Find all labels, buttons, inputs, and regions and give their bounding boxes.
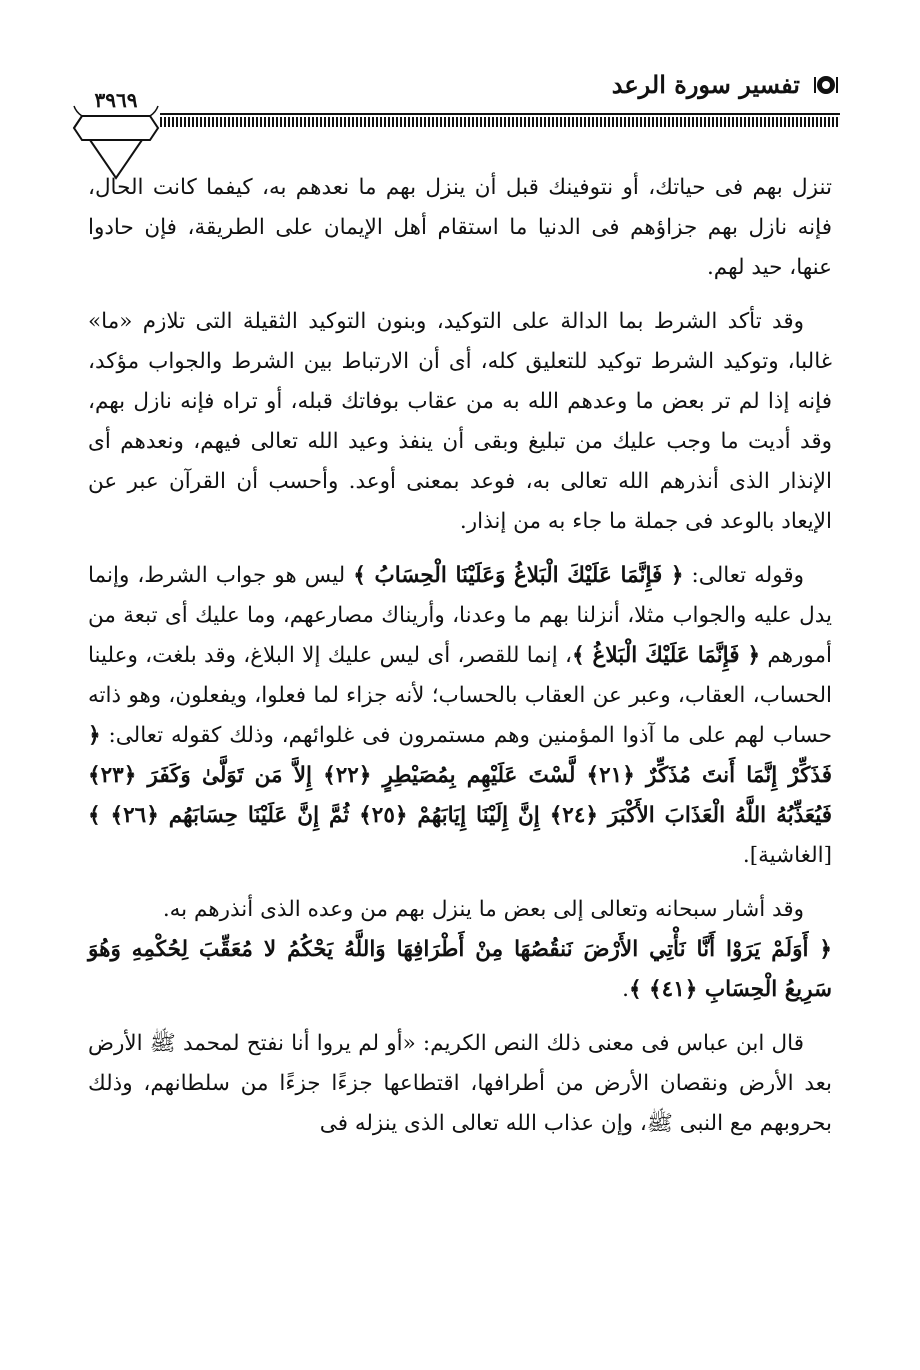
text-run: ، إنما للقصر، أى ليس عليك إلا البلاغ، وقد بلغت، وعلينا الحساب، العقاب، وعبر عن العقاب بالحساب؛ لأنه جزاء لما فعلوا، ويفعلون، وهو ذاته حساب لهم على ما آذوا المؤمنين وهم مستمرون فى غلوائهم، وذلك كقوله تعالى: [88,643,832,748]
header-rule [160,113,840,115]
paragraph-3 [88,556,832,876]
paragraph-2: وقد تأكد الشرط بما الدالة على التوكيد، وبنون التوكيد الثقيلة التى تلازم «ما» غالبا، وتوكيد الشرط توكيد للتعليق كله، أى أن الارتباط بين الشرط والجواب مؤكد، فإنه إذا لم تر بعض ما وعدهم الله به من عقاب بوفاتك قبله، أو تراه فإنه نازل بهم، وقد أديت ما وجب عليك من تبليغ وبقى أن ينفذ وعيد الله تعالى فيهم، ونعدهم أى الإنذار الذى أنذرهم الله تعالى به، فوعد بمعنى أوعد. وأحسب أن القرآن عبر عن الإيعاد بالوعد فى جملة ما جاء به من إنذار. [88,309,832,534]
quran-verse: ﴿ فَذَكِّرْ إِنَّمَا أَنتَ مُذَكِّرٌ ﴿٢١﴾ لَّسْتَ عَلَيْهِم بِمُصَيْطِرٍ ﴿٢٢﴾ إِلاَّ مَن تَوَلَّىٰ وَكَفَرَ ﴿٢٣﴾ فَيُعَذِّبُهُ اللَّهُ الْعَذَابَ الأَكْبَرَ ﴿٢٤﴾ إِنَّ إِلَيْنَا إِيَابَهُمْ ﴿٢٥﴾ ثُمَّ إِنَّ عَلَيْنَا حِسَابَهُم ﴿٢٦﴾ ﴾ [88,723,832,828]
text-run: . [622,977,629,1002]
page-header [72,62,840,162]
running-title: تفسير سورة الرعد [611,70,800,99]
body-text [88,168,832,1144]
paragraph-4: وقد أشار سبحانه وتعالى إلى بعض ما ينزل بهم من وعده الذى أنذرهم به. [162,897,804,922]
quran-verse: ﴿ فَإِنَّمَا عَلَيْكَ الْبَلاغُ وَعَلَيْنَا الْحِسَابُ ﴾ [353,563,684,588]
text-run: وقوله تعالى: [683,563,804,588]
paragraph-5 [88,930,832,1010]
quran-verse: ﴿ أَوَلَمْ يَرَوْا أَنَّا نَأْتِي الأَرْضَ نَنقُصُهَا مِنْ أَطْرَافِهَا وَاللَّهُ يَحْكُمُ لا مُعَقِّبَ لِحُكْمِهِ وَهُوَ سَرِيعُ الْحِسَابِ ﴿٤١﴾ ﴾ [88,937,832,1002]
ornament-icon [812,74,840,96]
text-run: [الغاشية]. [742,843,832,868]
page-number: ٣٩٦٩ [94,88,138,112]
header-rule-hatch [160,117,840,127]
paragraph-1: تنزل بهم فى حياتك، أو نتوفينك قبل أن ينزل بهم ما نعدهم به، كيفما كانت الحال، فإنه نازل بهم جزاؤهم فى الدنيا ما استقام أهل الإيمان على الطريقة، فإن حادوا عنها، حيد لهم. [88,175,832,280]
paragraph-6: قال ابن عباس فى معنى ذلك النص الكريم: «أو لم يروا أنا نفتح لمحمد ﷺ الأرض بعد الأرض ونقصان الأرض من أطرافها، اقتطاعها جزءًا جزءًا من سلطانهم، وذلك بحروبهم مع النبى ﷺ، وإن عذاب الله تعالى الذى ينزله فى [88,1031,832,1136]
quran-verse: ﴿ فَإِنَّمَا عَلَيْكَ الْبَلاغُ ﴾ [571,643,761,668]
text-run: ليس هو جواب الشرط، وإنما يدل عليه والجواب مثلا، أنزلنا بهم ما وعدنا، وأريناك مصارعهم، وما عليك أى تبعة من أمورهم [88,563,833,668]
